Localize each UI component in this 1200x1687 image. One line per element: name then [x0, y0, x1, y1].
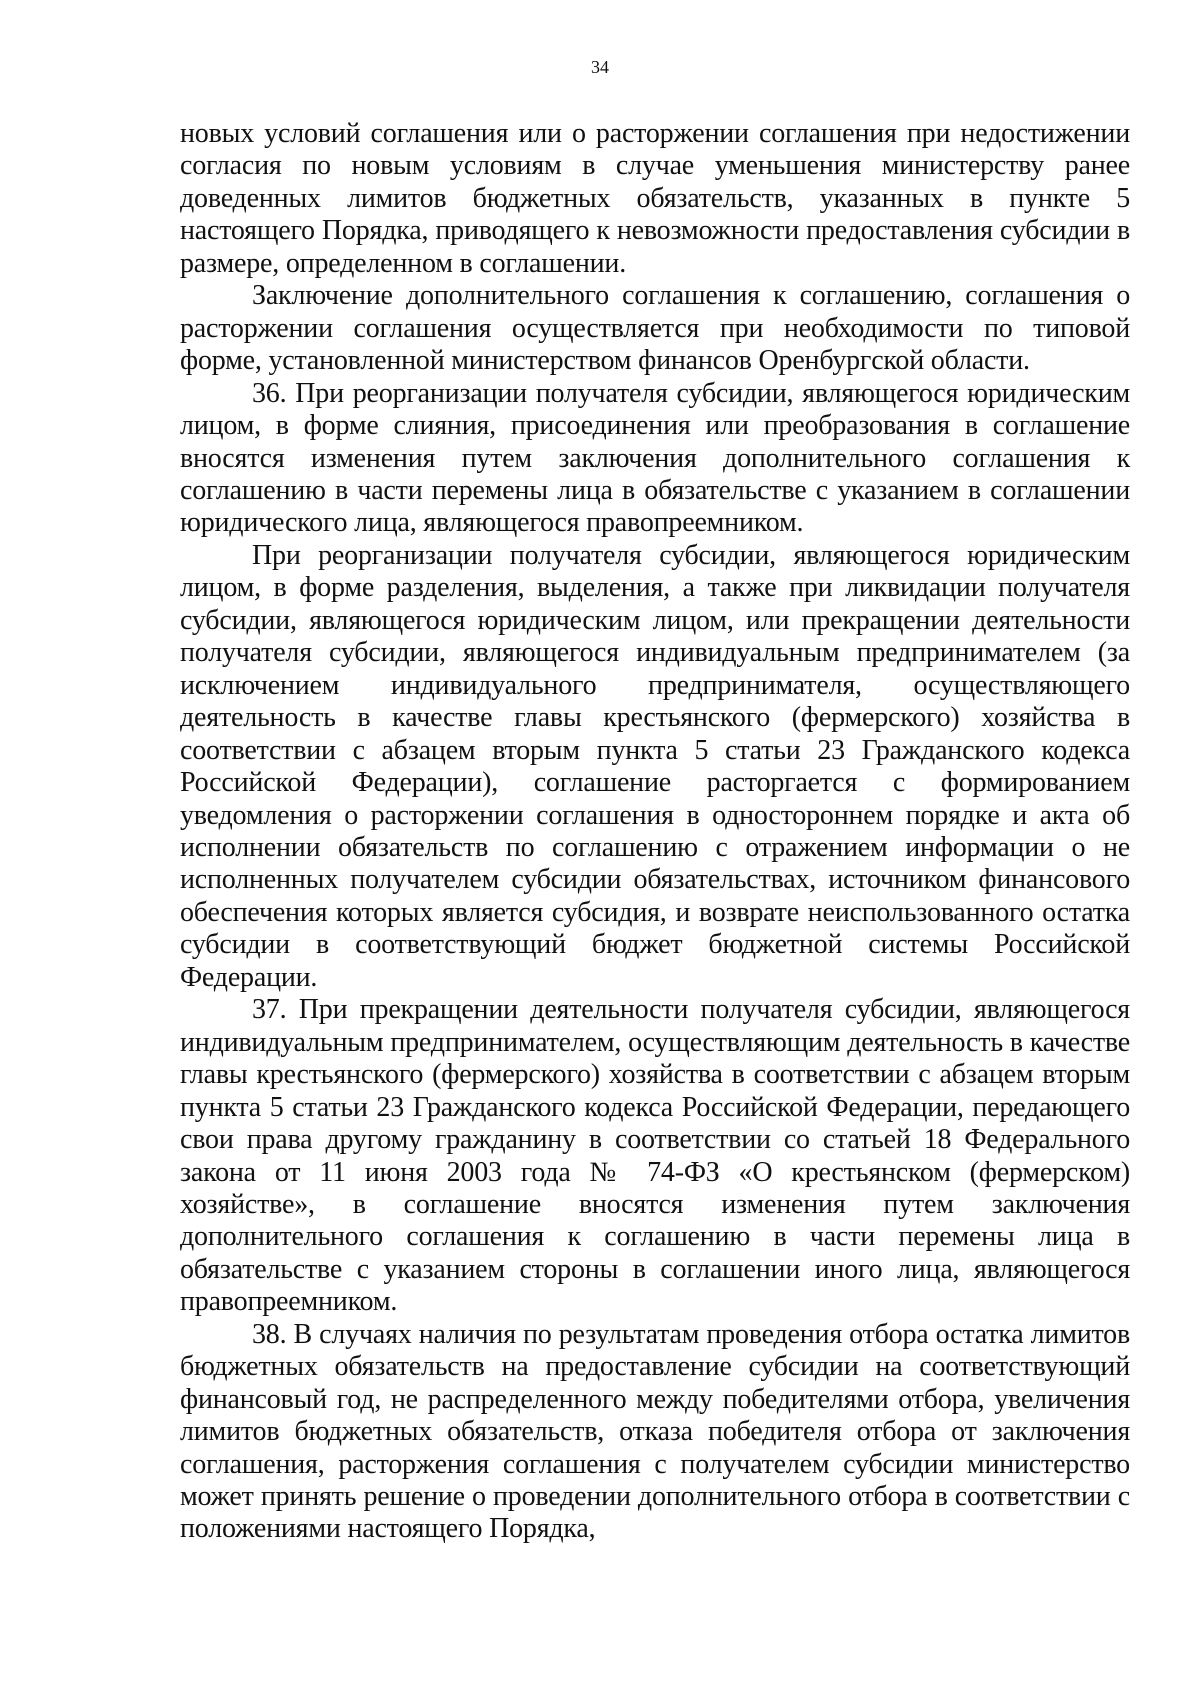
page-number: 34 — [591, 57, 609, 77]
paragraph-38: 38. В случаях наличия по результатам проведения отбора остатка лимитов бюджетных обязательств на предоставление субсидии на соответствующий финансовый год, не распределенного между победителями отбора, увеличения лимитов бюджетных обязательств, отказа победителя отбора от заключения соглашения, расторжения соглашения с получателем субсидии министерство может принять решение о проведении дополнительного отбора в соответствии с положениями настоящего Порядка, — [180, 1318, 1130, 1545]
paragraph-continuation: новых условий соглашения или о расторжении соглашения при недостижении согласия по новым условиям в случае уменьшения министерству ранее доведенных лимитов бюджетных обязательств, указанных в пункте 5 настоящего Порядка, приводящего к невозможности предоставления субсидии в размере, определенном в соглашении. — [180, 118, 1130, 279]
document-body — [180, 118, 1130, 1546]
paragraph-37: 37. При прекращении деятельности получателя субсидии, являющегося индивидуальным предпринимателем, осуществляющим деятельность в качестве главы крестьянского (фермерского) хозяйства в соответствии с абзацем вторым пункта 5 статьи 23 Гражданского кодекса Российской Федерации, передающего свои права другому гражданину в соответствии со статьей 18 Федерального закона от 11 июня 2003 года № 74-ФЗ «О крестьянском (фермерском) хозяйстве», в соглашение вносятся изменения путем заключения дополнительного соглашения к соглашению в части перемены лица в обязательстве с указанием стороны в соглашении иного лица, являющегося правопреемником. — [180, 994, 1130, 1318]
paragraph-36-reorganization: При реорганизации получателя субсидии, являющегося юридическим лицом, в форме разделения, выделения, а также при ликвидации получателя субсидии, являющегося юридическим лицом, или прекращении деятельности получателя субсидии, являющегося индивидуальным предпринимателем (за исключением индивидуального предпринимателя, осуществляющего деятельность в качестве главы крестьянского (фермерского) хозяйства в соответствии с абзацем вторым пункта 5 статьи 23 Гражданского кодекса Российской Федерации), соглашение расторгается с формированием уведомления о расторжении соглашения в одностороннем порядке и акта об исполнении обязательств по соглашению с отражением информации о не исполненных получателем субсидии обязательствах, источником финансового обеспечения которых является субсидия, и возврате неиспользованного остатка субсидии в соответствующий бюджет бюджетной системы Российской Федерации. — [180, 539, 1130, 993]
paragraph-36: 36. При реорганизации получателя субсидии, являющегося юридическим лицом, в форме слияния, присоединения или преобразования в соглашение вносятся изменения путем заключения дополнительного соглашения к соглашению в части перемены лица в обязательстве с указанием в соглашении юридического лица, являющегося правопреемником. — [180, 377, 1130, 539]
paragraph-additional-agreement: Заключение дополнительного соглашения к соглашению, соглашения о расторжении соглашения осуществляется при необходимости по типовой форме, установленной министерством финансов Оренбургской области. — [180, 280, 1130, 377]
